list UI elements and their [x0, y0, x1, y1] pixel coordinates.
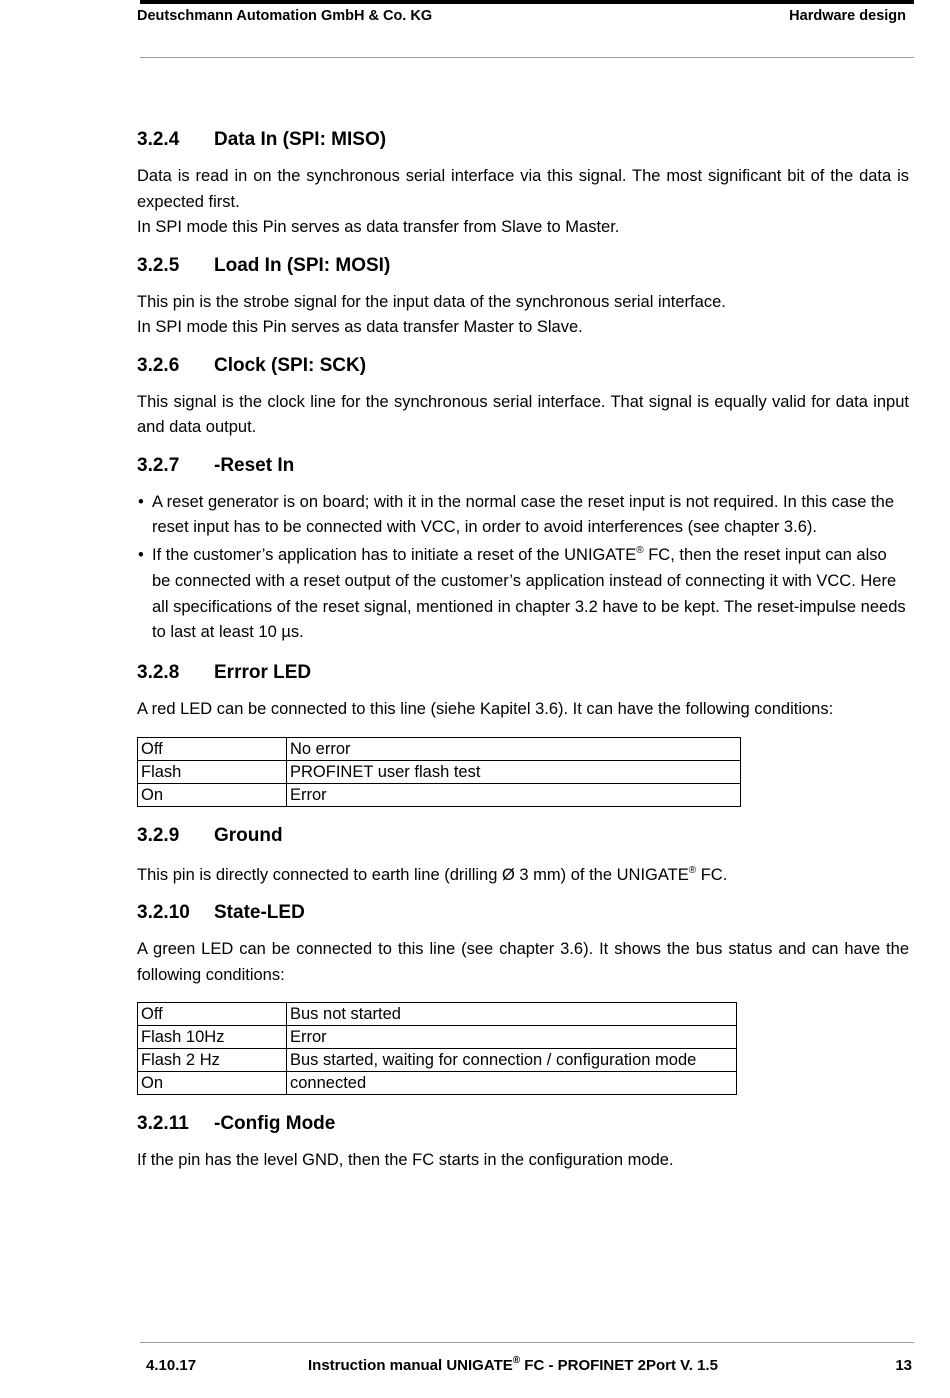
section-number: 3.2.8 [137, 662, 180, 684]
registered-mark: ® [636, 545, 644, 557]
section-heading [137, 454, 909, 478]
table-cell-meaning: Bus not started [287, 1003, 737, 1026]
table-row [138, 1003, 737, 1026]
table-cell-meaning: connected [287, 1072, 737, 1095]
table-cell-meaning: No error [287, 737, 741, 760]
table-row [138, 1049, 737, 1072]
footer-manual-text: Instruction manual UNIGATE [308, 1357, 513, 1374]
table-cell-state: On [138, 1072, 287, 1095]
section-title: Data In (SPI: MISO) [214, 129, 387, 150]
table-row [138, 737, 741, 760]
paragraph-text: FC. [696, 865, 728, 884]
section-number: 3.2.10 [137, 902, 190, 924]
section-heading [137, 661, 909, 685]
paragraph: In SPI mode this Pin serves as data transfer from Slave to Master. [137, 218, 620, 236]
table-cell-state: Flash [138, 760, 287, 783]
section-3-2-10 [137, 901, 909, 1095]
section-title: -Config Mode [214, 1113, 336, 1135]
section-3-2-9 [137, 824, 909, 889]
page-content [137, 128, 909, 1174]
section-heading [137, 824, 909, 848]
table-cell-state: Flash 2 Hz [138, 1049, 287, 1072]
table-row [138, 783, 741, 806]
section-title: State-LED [214, 902, 305, 924]
footer-manual-title [308, 1357, 718, 1374]
section-3-2-8 [137, 661, 909, 807]
error-led-table [137, 737, 741, 807]
header-section: Hardware design [789, 8, 906, 24]
section-number: 3.2.11 [137, 1113, 189, 1135]
section-3-2-7 [137, 454, 909, 647]
paragraph: If the pin has the level GND, then the FC starts in the configuration mode. [137, 1151, 674, 1170]
header-top-bar [140, 0, 914, 4]
section-3-2-11 [137, 1112, 909, 1174]
header-rule [140, 57, 914, 58]
section-heading [137, 254, 909, 278]
header-company: Deutschmann Automation GmbH & Co. KG [137, 8, 433, 24]
table-cell-meaning: Error [287, 783, 741, 806]
table-cell-meaning: PROFINET user flash test [287, 760, 741, 783]
section-heading [137, 354, 909, 378]
paragraph: A red LED can be connected to this line (siehe Kapitel 3.6). It can have the following conditions: [137, 700, 834, 719]
paragraph-text: This pin is directly connected to earth line (drilling Ø 3 mm) of the UNIGATE [137, 865, 689, 884]
section-number: 3.2.5 [137, 254, 180, 276]
section-3-2-5 [137, 254, 909, 341]
bullet-text: If the customer’s application has to initiate a reset of the UNIGATE [152, 546, 637, 565]
paragraph: This pin is the strobe signal for the input data of the synchronous serial interface. [137, 292, 726, 311]
table-cell-state: Off [138, 1003, 287, 1026]
section-number: 3.2.4 [137, 129, 180, 150]
section-number: 3.2.9 [137, 824, 180, 846]
section-title: Errror LED [214, 662, 312, 684]
bullet-list [137, 490, 909, 647]
section-3-2-4 [137, 128, 909, 241]
paragraph: A green LED can be connected to this line (see chapter 3.6). It shows the bus status and can have the following conditions: [137, 940, 909, 984]
bullet-text: FC, then the reset input can also be connected with a reset output of the customer’s application instead of connecting it with VCC. Here all specifications of the reset signal, mentioned in chapter 3.2 have to be kept. The reset-impulse needs to last at least 10 µs. [152, 546, 906, 642]
footer-rule [140, 1342, 914, 1343]
bullet-item [137, 543, 909, 646]
section-heading [137, 128, 909, 152]
paragraph [137, 863, 909, 889]
section-title: -Reset In [214, 454, 295, 476]
paragraph: This signal is the clock line for the synchronous serial interface. That signal is equally valid for data input and data output. [137, 392, 909, 436]
footer-date: 4.10.17 [146, 1357, 197, 1374]
paragraph: Data is read in on the synchronous serial interface via this signal. The most significant bit of the data is expected first. [137, 167, 909, 211]
table-row [138, 760, 741, 783]
section-number: 3.2.6 [137, 354, 180, 376]
section-heading [137, 1112, 909, 1136]
state-led-table [137, 1002, 737, 1095]
registered-mark: ® [512, 1355, 521, 1366]
table-cell-meaning: Error [287, 1026, 737, 1049]
section-number: 3.2.7 [137, 454, 180, 476]
footer-manual-text: FC - PROFINET 2Port V. 1.5 [520, 1357, 718, 1374]
section-3-2-6 [137, 354, 909, 441]
table-cell-meaning: Bus started, waiting for connection / configuration mode [287, 1049, 737, 1072]
bullet-item: • A reset generator is on board; with it in the normal case the reset input is not required. In this case the reset input has to be connected with VCC, in order to avoid interferences (see chapter 3.6). [137, 490, 909, 542]
table-cell-state: Flash 10Hz [138, 1026, 287, 1049]
section-title: Load In (SPI: MOSI) [214, 254, 391, 276]
table-cell-state: Off [138, 737, 287, 760]
section-heading [137, 901, 909, 925]
footer-page-number: 13 [895, 1357, 912, 1374]
section-title: Ground [214, 824, 283, 846]
table-row [138, 1072, 737, 1095]
paragraph: In SPI mode this Pin serves as data transfer Master to Slave. [137, 318, 583, 336]
registered-mark: ® [688, 864, 697, 876]
section-title: Clock (SPI: SCK) [214, 354, 367, 376]
table-row [138, 1026, 737, 1049]
table-cell-state: On [138, 783, 287, 806]
